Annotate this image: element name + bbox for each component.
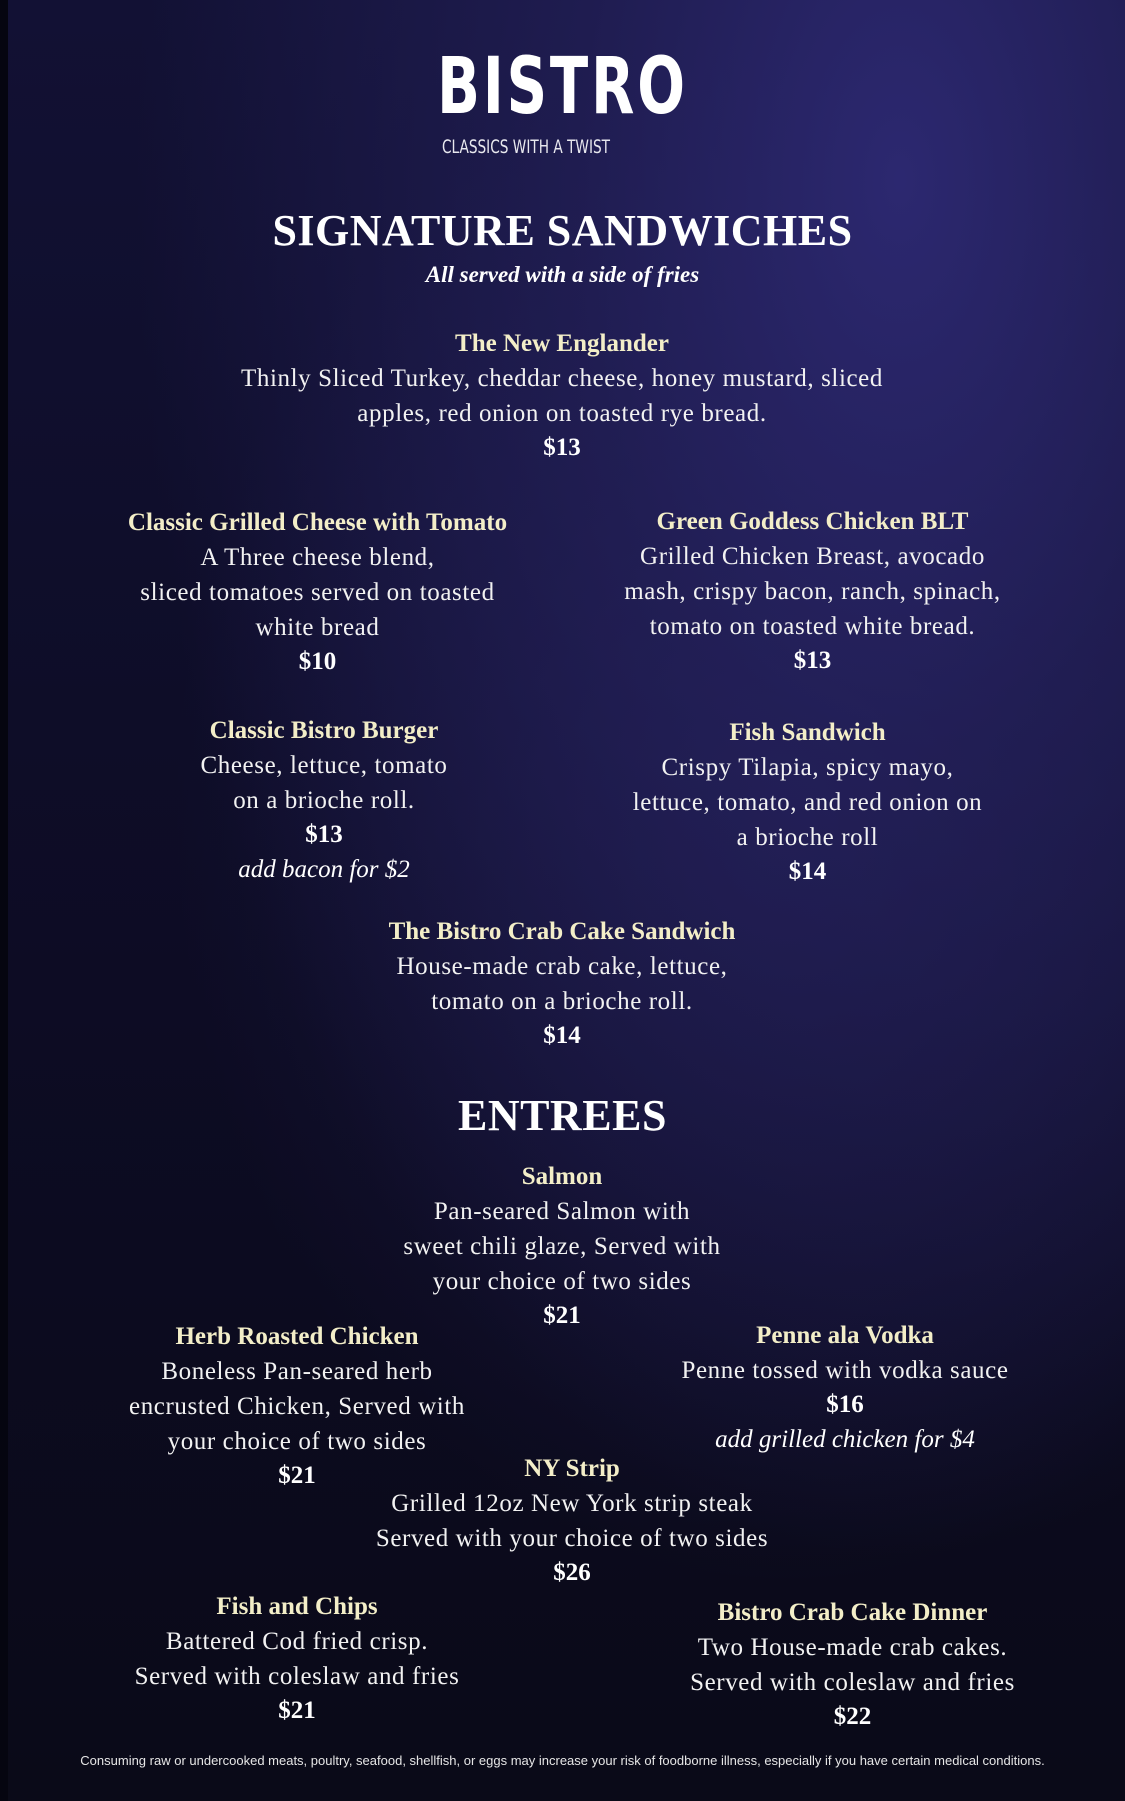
item-desc-line: Served with coleslaw and fries bbox=[134, 1663, 460, 1690]
item-name: Green Goddess Chicken BLT bbox=[656, 508, 969, 535]
item-addon-note: add grilled chicken for $4 bbox=[715, 1426, 975, 1453]
item-desc-line: Thinly Sliced Turkey, cheddar cheese, honey mustard, sliced bbox=[241, 365, 883, 392]
item-price: $21 bbox=[278, 1697, 316, 1724]
menu-item-fish-and-chips bbox=[92, 1590, 502, 1728]
item-price: $21 bbox=[278, 1462, 316, 1489]
item-price: $21 bbox=[543, 1302, 581, 1329]
item-name: Bistro Crab Cake Dinner bbox=[717, 1599, 988, 1626]
item-desc-line: Grilled Chicken Breast, avocado bbox=[640, 543, 985, 570]
item-desc-line: tomato on a brioche roll. bbox=[431, 988, 693, 1015]
item-name: Classic Bistro Burger bbox=[209, 717, 439, 744]
sandwiches-subtitle: All served with a side of fries bbox=[425, 262, 700, 287]
item-price: $14 bbox=[543, 1022, 581, 1049]
item-desc-line: white bread bbox=[255, 614, 380, 641]
menu-item-fish-sandwich bbox=[580, 716, 1035, 889]
item-desc-line: Battered Cod fried crisp. bbox=[165, 1628, 429, 1655]
menu-item-green-goddess-blt bbox=[580, 505, 1045, 678]
item-desc-line: Served with coleslaw and fries bbox=[690, 1669, 1015, 1696]
item-addon-note: add bacon for $2 bbox=[238, 856, 410, 883]
item-desc-line: apples, red onion on toasted rye bread. bbox=[357, 400, 767, 427]
item-desc-line: Grilled 12oz New York strip steak bbox=[391, 1490, 753, 1517]
item-price: $26 bbox=[553, 1559, 591, 1586]
item-desc-line: on a brioche roll. bbox=[233, 787, 415, 814]
item-name: Herb Roasted Chicken bbox=[175, 1323, 419, 1350]
brand-tagline: CLASSICS WITH A TWIST bbox=[441, 136, 611, 158]
item-name: Salmon bbox=[521, 1163, 603, 1190]
item-desc-line: encrusted Chicken, Served with bbox=[129, 1393, 465, 1420]
item-desc-line: your choice of two sides bbox=[167, 1428, 427, 1455]
item-price: $10 bbox=[298, 648, 337, 675]
item-desc-line: Crispy Tilapia, spicy mayo, bbox=[661, 754, 954, 781]
item-name: Fish and Chips bbox=[216, 1593, 378, 1620]
item-desc-line: a brioche roll bbox=[736, 824, 879, 851]
item-desc-line: Served with your choice of two sides bbox=[375, 1525, 769, 1552]
item-desc-line: your choice of two sides bbox=[432, 1268, 692, 1295]
item-desc-line: sweet chili glaze, Served with bbox=[403, 1233, 721, 1260]
item-desc-line: Boneless Pan-seared herb bbox=[161, 1358, 433, 1385]
item-price: $13 bbox=[305, 821, 343, 848]
item-price: $14 bbox=[788, 858, 827, 885]
item-desc-line: House-made crab cake, lettuce, bbox=[396, 953, 728, 980]
item-name: Classic Grilled Cheese with Tomato bbox=[127, 509, 508, 536]
item-desc-line: Penne tossed with vodka sauce bbox=[681, 1357, 1009, 1384]
item-name: Penne ala Vodka bbox=[756, 1322, 934, 1349]
menu-item-salmon bbox=[362, 1160, 762, 1333]
item-desc-line: sliced tomatoes served on toasted bbox=[140, 579, 495, 606]
item-price: $13 bbox=[543, 434, 581, 461]
item-desc-line: A Three cheese blend, bbox=[200, 544, 435, 571]
item-desc-line: Cheese, lettuce, tomato bbox=[200, 752, 448, 779]
menu-item-bistro-burger bbox=[124, 714, 524, 887]
item-desc-line: tomato on toasted white bread. bbox=[649, 613, 976, 640]
item-desc-line: lettuce, tomato, and red onion on bbox=[632, 789, 983, 816]
brand-logo: BISTRO bbox=[437, 42, 688, 132]
menu-item-ny-strip bbox=[322, 1452, 822, 1590]
menu-item-crab-cake-dinner bbox=[645, 1596, 1060, 1734]
item-name: Fish Sandwich bbox=[729, 719, 886, 746]
sandwiches-title: SIGNATURE SANDWICHES bbox=[272, 206, 853, 255]
item-desc-line: mash, crispy bacon, ranch, spinach, bbox=[624, 578, 1001, 605]
menu-item-grilled-cheese bbox=[80, 506, 555, 679]
item-price: $13 bbox=[793, 647, 832, 674]
menu-item-crab-cake-sandwich bbox=[312, 915, 812, 1053]
item-price: $16 bbox=[826, 1391, 864, 1418]
item-price: $22 bbox=[833, 1703, 872, 1730]
item-name: The Bistro Crab Cake Sandwich bbox=[388, 918, 736, 945]
item-name: NY Strip bbox=[524, 1455, 620, 1482]
menu-item-new-englander bbox=[112, 327, 1012, 465]
item-name: The New Englander bbox=[455, 330, 669, 357]
entrees-title: ENTREES bbox=[458, 1091, 667, 1140]
menu-item-penne-ala-vodka bbox=[635, 1319, 1055, 1457]
item-desc-line: Pan-seared Salmon with bbox=[433, 1198, 691, 1225]
food-safety-disclaimer: Consuming raw or undercooked meats, poultry, seafood, shellfish, or eggs may increase your risk of foodborne illness, especially if you have certain medical conditions. bbox=[80, 1753, 1045, 1768]
item-desc-line: Two House-made crab cakes. bbox=[697, 1634, 1008, 1661]
